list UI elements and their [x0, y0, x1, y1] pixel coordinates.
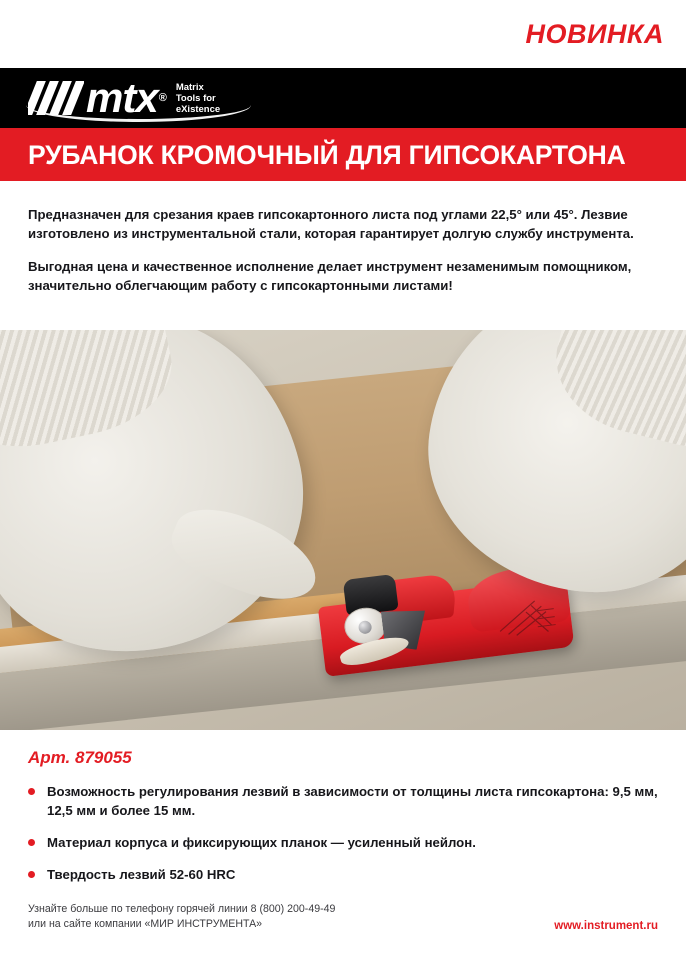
- registered-trademark-icon: ®: [158, 92, 167, 104]
- product-photo: [0, 330, 686, 730]
- new-badge-row: [0, 0, 686, 68]
- feature-item: [28, 833, 658, 852]
- product-title-band: [0, 128, 686, 181]
- brand-tagline-line2: Tools for: [175, 92, 216, 104]
- tool-engraving-icon: [494, 595, 558, 642]
- article-number: Арт. 879055: [28, 748, 132, 767]
- feature-text: Твердость лезвий 52-60 HRC: [47, 867, 236, 882]
- brand-wordmark: mtx: [86, 74, 158, 121]
- brand-logo: [28, 74, 221, 121]
- feature-list: [28, 782, 658, 897]
- brand-tagline: [176, 82, 220, 115]
- footer-hotline: Узнайте больше по телефону горячей линии 8 (800) 200-49-49: [28, 903, 336, 915]
- footer-company: или на сайте компании «МИР ИНСТРУМЕНТА»: [28, 918, 263, 930]
- bullet-dot-icon: [28, 871, 35, 878]
- footer: [28, 902, 658, 932]
- bullet-dot-icon: [28, 839, 35, 846]
- brand-tagline-line3: eXistence: [175, 103, 221, 115]
- feature-item: [28, 865, 658, 884]
- new-badge-label: НОВИНКА: [525, 18, 664, 49]
- brand-tagline-line1: Matrix: [175, 81, 204, 93]
- intro-paragraph-2: Выгодная цена и качественное исполнение делает инструмент незаменимым помощником, значительно облегчающим работу с гипсокартонными листами!: [28, 259, 632, 293]
- bullet-dot-icon: [28, 788, 35, 795]
- intro-text-block: [28, 205, 658, 309]
- page-title: РУБАНОК КРОМОЧНЫЙ ДЛЯ ГИПСОКАРТОНА: [28, 139, 626, 170]
- mtx-stripes-icon: [28, 81, 84, 115]
- feature-text: Возможность регулирования лезвий в зависимости от толщины листа гипсокартона: 9,5 мм, 12,5 мм и более 15 мм.: [47, 784, 658, 818]
- brand-logo-bar: [0, 68, 686, 128]
- feature-text: Материал корпуса и фиксирующих планок — усиленный нейлон.: [47, 835, 476, 850]
- footer-contact: [28, 902, 335, 932]
- feature-item: [28, 782, 658, 820]
- footer-website-link[interactable]: www.instrument.ru: [554, 920, 658, 932]
- intro-paragraph-1: Предназначен для срезания краев гипсокартонного листа под углами 22,5° или 45°. Лезвие изготовлено из инструментальной стали, которая гарантирует долгую службу инструмента.: [28, 207, 634, 241]
